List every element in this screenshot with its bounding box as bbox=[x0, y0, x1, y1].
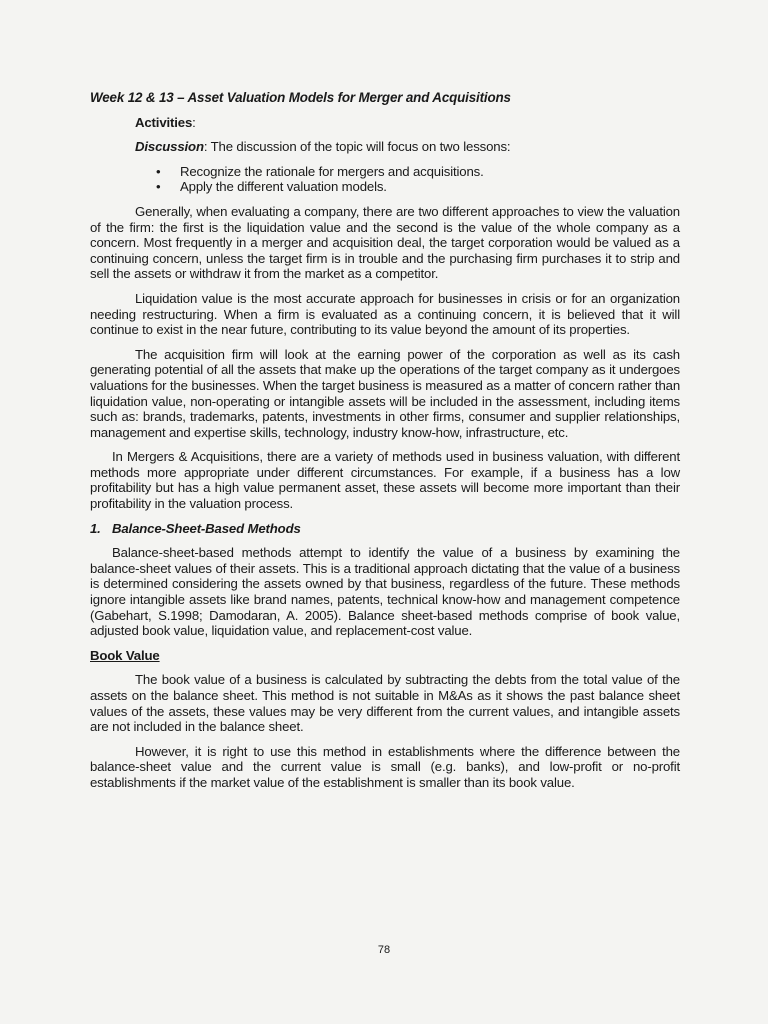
section-heading-balance-sheet bbox=[90, 521, 680, 537]
document-page bbox=[90, 90, 680, 800]
discussion-line bbox=[135, 139, 680, 155]
list-item bbox=[156, 164, 680, 180]
paragraph-valuation-approaches: Generally, when evaluating a company, there are two different approaches to view the valuation of the firm: the first is the liquidation value and the second is the value of the whole company as a concern. Most frequently in a merger and acquisition deal, the target corporation would be valued as a continuing concern, unless the target firm is in trouble and the purchasing firm purchases it to strip and sell the assets or withdraw it from the market as a competitor. bbox=[90, 203, 680, 282]
discussion-text: : The discussion of the topic will focus on two lessons: bbox=[203, 139, 511, 155]
section-number: 1. bbox=[90, 520, 101, 536]
lesson-list bbox=[156, 164, 680, 195]
list-item-text: Recognize the rationale for mergers and acquisitions. bbox=[180, 163, 484, 179]
paragraph-book-value: The book value of a business is calculated by subtracting the debts from the total value of the assets on the balance sheet. This method is not suitable in M&As as it shows the past balance sheet values of the assets, these values may be very different from the current values, and intangible assets are not included in the balance sheet. bbox=[90, 672, 680, 735]
paragraph-book-value-usage: However, it is right to use this method in establishments where the difference between the balance-sheet value and the current value is small (e.g. banks), and low-profit or no-profit establishments if the market value of the establishment is smaller than its book value. bbox=[90, 743, 680, 790]
paragraph-balance-sheet-methods: Balance-sheet-based methods attempt to identify the value of a business by examining the balance-sheet values of their assets. This is a traditional approach dictating that the value of a business is determined considering the assets owned by that business, regardless of the future. These methods ignore intangible assets like brand names, patents, technical know-how and management competence (Gabehart, S.1998; Damodaran, A. 2005). Balance sheet-based methods comprise of book value, adjusted book value, liquidation value, and replacement-cost value. bbox=[90, 545, 680, 639]
bullet-glyph: • bbox=[156, 163, 161, 179]
section-title: Balance-Sheet-Based Methods bbox=[112, 520, 301, 536]
discussion-label: Discussion bbox=[135, 139, 204, 155]
paragraph-ma-methods: In Mergers & Acquisitions, there are a variety of methods used in business valuation, with different methods more appropriate under different circumstances. For example, if a business has a low profitability but has a high value permanent asset, these assets will become more important than their profitability in the valuation process. bbox=[90, 449, 680, 512]
paragraph-liquidation-value: Liquidation value is the most accurate approach for businesses in crisis or for an organization needing restructuring. When a firm is evaluated as a continuing concern, it is believed that it will continue to exist in the near future, contributing to its value beyond the amount of its properties. bbox=[90, 290, 680, 338]
page-title: Week 12 & 13 – Asset Valuation Models for Merger and Acquisitions bbox=[90, 90, 511, 105]
page-number: 78 bbox=[377, 944, 391, 956]
list-item bbox=[156, 179, 680, 195]
activities-label: Activities bbox=[135, 114, 193, 130]
activities-label-line bbox=[135, 115, 680, 131]
book-value-heading: Book Value bbox=[90, 647, 160, 663]
list-item-text: Apply the different valuation models. bbox=[180, 179, 387, 195]
bullet-glyph: • bbox=[156, 179, 161, 195]
activities-colon: : bbox=[192, 114, 196, 130]
paragraph-earning-power: The acquisition firm will look at the earning power of the corporation as well as its cash generating potential of all the assets that make up the operations of the target company as it undergoes valuations for the businesses. When the target business is measured as a matter of concern rather than liquidation value, non-operating or intangible assets will be included in the assessment, including items such as: brands, trademarks, patents, investments in other firms, consumer and supplier relationships, management and expertise skills, technology, industry know-how, infrastructure, etc. bbox=[90, 346, 680, 440]
